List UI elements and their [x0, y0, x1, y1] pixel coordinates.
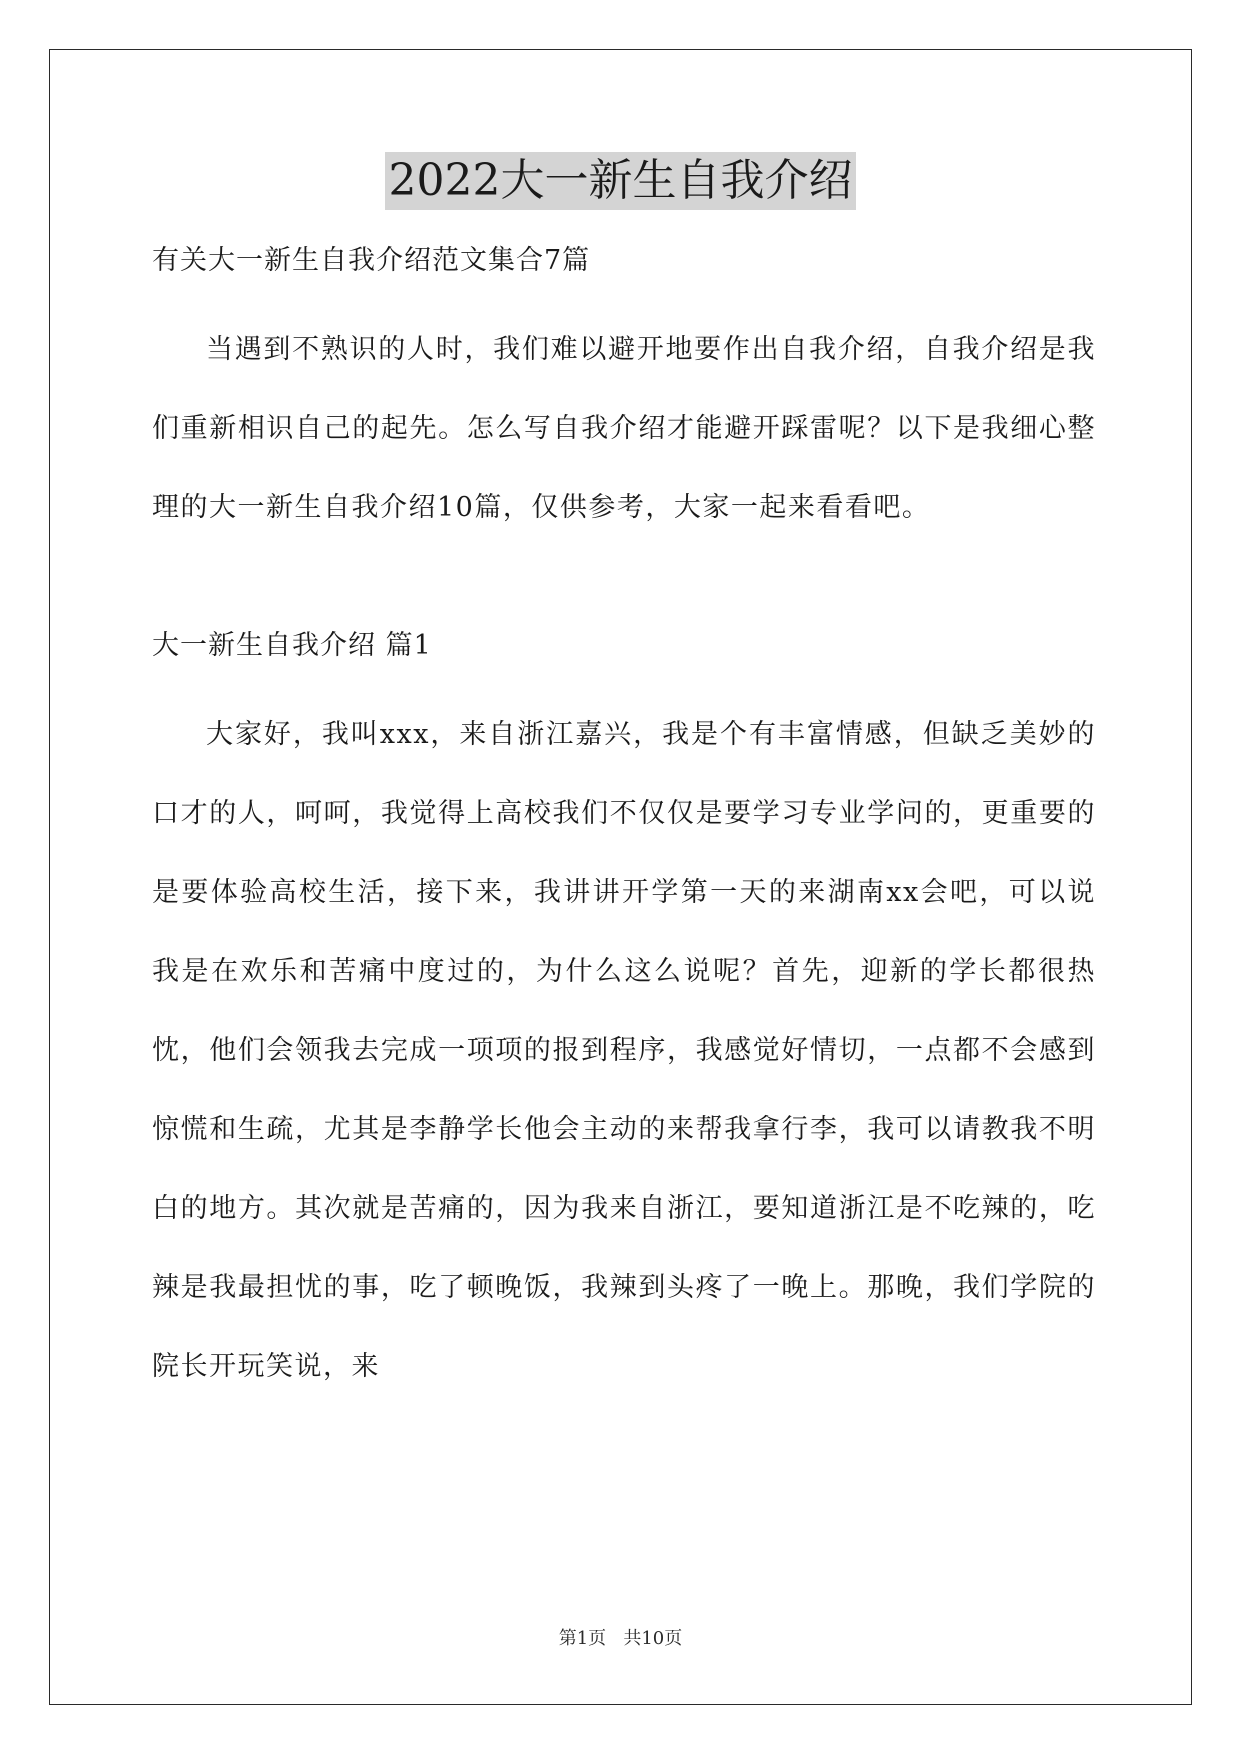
document-title: 2022大一新生自我介绍: [385, 152, 857, 210]
intro-paragraph: 当遇到不熟识的人时，我们难以避开地要作出自我介绍，自我介绍是我们重新相识自己的起先。怎么写自我介绍才能避开踩雷呢？以下是我细心整理的大一新生自我介绍10篇，仅供参考，大家一起来看看吧。: [152, 334, 1096, 523]
document-body: [152, 234, 1096, 1406]
page-footer: 第1页 共10页: [558, 1628, 683, 1649]
section-heading: 大一新生自我介绍 篇1: [152, 630, 432, 661]
spacer: [152, 547, 1096, 619]
spacer: [152, 673, 1096, 695]
section-paragraph: 大家好，我叫xxx，来自浙江嘉兴，我是个有丰富情感，但缺乏美妙的口才的人，呵呵，我觉得上高校我们不仅仅是要学习专业学问的，更重要的是要体验高校生活，接下来，我讲讲开学第一天的来湖南xx会吧，可以说我是在欢乐和苦痛中度过的，为什么这么说呢？首先，迎新的学长都很热忱，他们会领我去完成一项项的报到程序，我感觉好情切，一点都不会感到惊慌和生疏，尤其是李静学长他会主动的来帮我拿行李，我可以请教我不明白的地方。其次就是苦痛的，因为我来自浙江，要知道浙江是不吃辣的，吃辣是我最担忧的事，吃了顿晚饭，我辣到头疼了一晚上。那晚，我们学院的院长开玩笑说，来: [152, 719, 1096, 1382]
document-subtitle: 有关大一新生自我介绍范文集合7篇: [152, 245, 591, 276]
title-container: [0, 152, 1241, 210]
spacer: [152, 288, 1096, 310]
